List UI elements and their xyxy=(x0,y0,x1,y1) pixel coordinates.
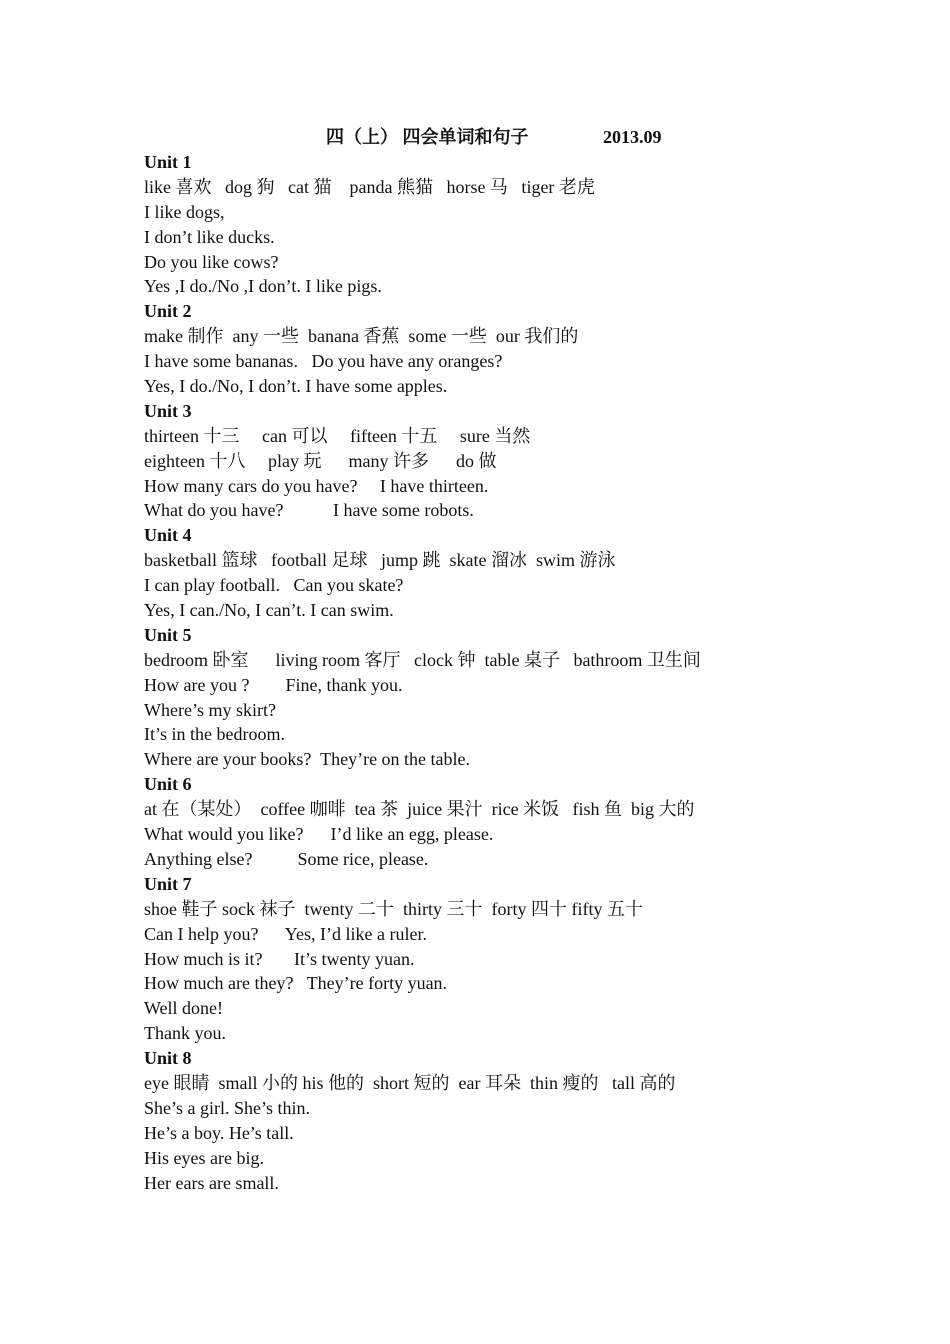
unit-3-section xyxy=(144,399,864,523)
unit-5-section xyxy=(144,623,864,772)
sentence-line: His eyes are big. xyxy=(144,1147,264,1168)
vocabulary-line: thirteen 十三 can 可以 fifteen 十五 sure 当然 xyxy=(144,425,531,446)
vocabulary-line: eighteen 十八 play 玩 many 许多 do 做 xyxy=(144,450,497,471)
sentence-line: I don’t like ducks. xyxy=(144,226,275,247)
vocabulary-line: eye 眼睛 small 小的 his 他的 short 短的 ear 耳朵 thin 瘦的 tall 高的 xyxy=(144,1072,676,1093)
sentence-line: She’s a girl. She’s thin. xyxy=(144,1097,310,1118)
vocabulary-line: like 喜欢 dog 狗 cat 猫 panda 熊猫 horse 马 tiger 老虎 xyxy=(144,176,595,197)
vocabulary-line: bedroom 卧室 living room 客厅 clock 钟 table 桌子 bathroom 卫生间 xyxy=(144,649,701,670)
sentence-line: Yes, I can./No, I can’t. I can swim. xyxy=(144,600,394,621)
document-body xyxy=(144,150,864,1195)
unit-heading: Unit 1 xyxy=(144,152,192,172)
unit-heading: Unit 6 xyxy=(144,774,192,795)
sentence-line: Do you like cows? xyxy=(144,251,279,272)
vocabulary-line: make 制作 any 一些 banana 香蕉 some 一些 our 我们的 xyxy=(144,326,579,347)
unit-8-section xyxy=(144,1046,864,1195)
sentence-line: Yes, I do./No, I don’t. I have some apples. xyxy=(144,376,448,397)
sentence-line: What would you like? I’d like an egg, please. xyxy=(144,824,494,845)
sentence-line: Her ears are small. xyxy=(144,1172,279,1193)
unit-heading: Unit 8 xyxy=(144,1048,192,1069)
unit-6-section xyxy=(144,772,864,872)
sentence-line: How much are they? They’re forty yuan. xyxy=(144,973,448,994)
sentence-line: I like dogs, xyxy=(144,201,225,222)
unit-2-section xyxy=(144,299,864,399)
sentence-line: I can play football. Can you skate? xyxy=(144,575,404,596)
vocabulary-line: shoe 鞋子 sock 袜子 twenty 二十 thirty 三十 forty 四十 fifty 五十 xyxy=(144,898,643,919)
title-text: 四（上） 四会单词和句子 xyxy=(326,127,529,147)
unit-heading: Unit 4 xyxy=(144,525,192,546)
sentence-line: Anything else? Some rice, please. xyxy=(144,848,429,869)
vocabulary-line: at 在（某处） coffee 咖啡 tea 茶 juice 果汁 rice 米饭 fish 鱼 big 大的 xyxy=(144,799,695,820)
unit-heading: Unit 3 xyxy=(144,400,192,421)
unit-heading: Unit 5 xyxy=(144,624,192,645)
sentence-line: How many cars do you have? I have thirteen. xyxy=(144,475,489,496)
sentence-line: Where’s my skirt? xyxy=(144,699,276,720)
sentence-line: Yes ,I do./No ,I don’t. I like pigs. xyxy=(144,276,382,297)
unit-heading: Unit 7 xyxy=(144,873,192,894)
sentence-line: Well done! xyxy=(144,998,224,1019)
title-date: 2013.09 xyxy=(603,127,662,147)
sentence-line: How are you ? Fine, thank you. xyxy=(144,674,403,695)
sentence-line: Can I help you? Yes, I’d like a ruler. xyxy=(144,923,427,944)
vocabulary-line: basketball 篮球 football 足球 jump 跳 skate 溜冰 swim 游泳 xyxy=(144,550,616,571)
sentence-line: What do you have? I have some robots. xyxy=(144,500,474,521)
sentence-line: Where are your books? They’re on the table. xyxy=(144,749,471,770)
unit-4-section xyxy=(144,523,864,623)
sentence-line: He’s a boy. He’s tall. xyxy=(144,1122,294,1143)
sentence-line: It’s in the bedroom. xyxy=(144,724,285,745)
sentence-line: Thank you. xyxy=(144,1023,226,1044)
unit-1-section xyxy=(144,150,864,299)
unit-7-section xyxy=(144,872,864,1046)
unit-heading: Unit 2 xyxy=(144,301,192,322)
sentence-line: I have some bananas. Do you have any oranges? xyxy=(144,351,503,372)
sentence-line: How much is it? It’s twenty yuan. xyxy=(144,948,415,969)
